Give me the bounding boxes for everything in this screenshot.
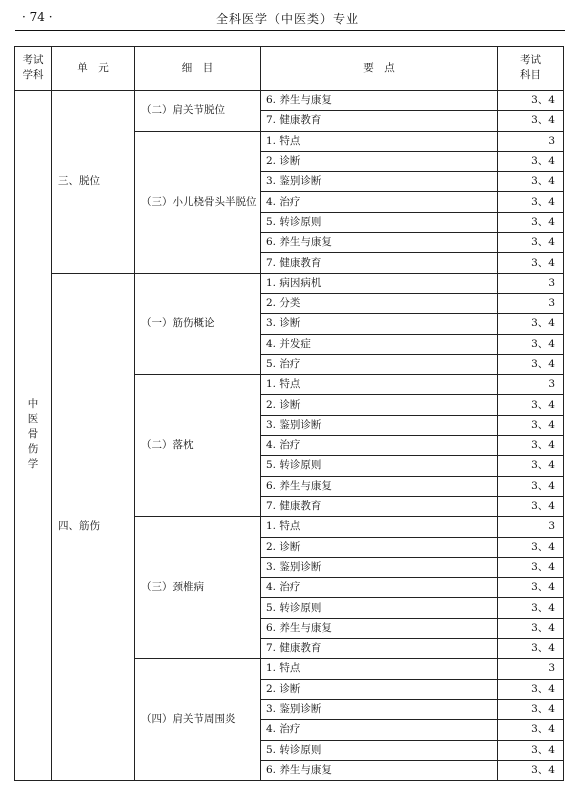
level-cell: 3 xyxy=(498,375,564,395)
point-cell: 2. 诊断 xyxy=(261,151,498,171)
level-cell: 3、4 xyxy=(498,233,564,253)
table-header-row xyxy=(15,47,564,91)
header-rule xyxy=(15,30,565,31)
point-cell: 5. 转诊原则 xyxy=(261,212,498,232)
point-cell: 7. 健康教育 xyxy=(261,253,498,273)
point-cell: 4. 治疗 xyxy=(261,720,498,740)
level-cell: 3、4 xyxy=(498,212,564,232)
level-cell: 3、4 xyxy=(498,253,564,273)
level-cell: 3、4 xyxy=(498,91,564,111)
point-cell: 2. 分类 xyxy=(261,293,498,313)
level-cell: 3、4 xyxy=(498,415,564,435)
level-cell: 3、4 xyxy=(498,314,564,334)
point-cell: 1. 病因病机 xyxy=(261,273,498,293)
page-number: · 74 · xyxy=(22,10,53,24)
point-cell: 6. 养生与康复 xyxy=(261,760,498,780)
point-cell: 6. 养生与康复 xyxy=(261,618,498,638)
subject-cell: 中医骨伤学 xyxy=(15,91,52,781)
level-cell: 3、4 xyxy=(498,354,564,374)
level-cell: 3 xyxy=(498,293,564,313)
level-cell: 3、4 xyxy=(498,537,564,557)
level-cell: 3、4 xyxy=(498,679,564,699)
level-cell: 3、4 xyxy=(498,618,564,638)
point-cell: 5. 转诊原则 xyxy=(261,740,498,760)
level-cell: 3、4 xyxy=(498,639,564,659)
level-cell: 3、4 xyxy=(498,578,564,598)
syllabus-table xyxy=(14,46,564,781)
level-cell: 3、4 xyxy=(498,436,564,456)
level-cell: 3、4 xyxy=(498,699,564,719)
point-cell: 4. 治疗 xyxy=(261,192,498,212)
level-cell: 3、4 xyxy=(498,598,564,618)
point-cell: 2. 诊断 xyxy=(261,395,498,415)
point-cell: 7. 健康教育 xyxy=(261,111,498,131)
level-cell: 3、4 xyxy=(498,476,564,496)
level-cell: 3 xyxy=(498,273,564,293)
point-cell: 2. 诊断 xyxy=(261,537,498,557)
page-header xyxy=(0,0,575,30)
level-cell: 3、4 xyxy=(498,760,564,780)
point-cell: 4. 治疗 xyxy=(261,578,498,598)
level-cell: 3、4 xyxy=(498,151,564,171)
col-header-detail: 细 目 xyxy=(135,47,261,91)
col-header-unit: 单 元 xyxy=(52,47,135,91)
unit-cell: 三、脱位 xyxy=(52,91,135,274)
point-cell: 5. 转诊原则 xyxy=(261,456,498,476)
level-cell: 3 xyxy=(498,517,564,537)
level-cell: 3、4 xyxy=(498,740,564,760)
point-cell: 7. 健康教育 xyxy=(261,496,498,516)
point-cell: 3. 诊断 xyxy=(261,314,498,334)
point-cell: 1. 特点 xyxy=(261,375,498,395)
point-cell: 5. 治疗 xyxy=(261,354,498,374)
level-cell: 3 xyxy=(498,659,564,679)
point-cell: 1. 特点 xyxy=(261,659,498,679)
level-cell: 3、4 xyxy=(498,395,564,415)
col-header-points: 要 点 xyxy=(261,47,498,91)
detail-cell: （二）肩关节脱位 xyxy=(135,91,261,132)
level-cell: 3、4 xyxy=(498,172,564,192)
point-cell: 7. 健康教育 xyxy=(261,639,498,659)
col-header-level: 考试科目 xyxy=(498,47,564,91)
point-cell: 6. 养生与康复 xyxy=(261,233,498,253)
level-cell: 3、4 xyxy=(498,192,564,212)
point-cell: 4. 并发症 xyxy=(261,334,498,354)
point-cell: 2. 诊断 xyxy=(261,679,498,699)
detail-cell: （三）颈椎病 xyxy=(135,517,261,659)
point-cell: 1. 特点 xyxy=(261,517,498,537)
point-cell: 6. 养生与康复 xyxy=(261,476,498,496)
table-row xyxy=(15,273,564,293)
level-cell: 3 xyxy=(498,131,564,151)
point-cell: 5. 转诊原则 xyxy=(261,598,498,618)
level-cell: 3、4 xyxy=(498,111,564,131)
point-cell: 3. 鉴别诊断 xyxy=(261,699,498,719)
level-cell: 3、4 xyxy=(498,557,564,577)
point-cell: 3. 鉴别诊断 xyxy=(261,415,498,435)
point-cell: 4. 治疗 xyxy=(261,436,498,456)
detail-cell: （三）小儿桡骨头半脱位 xyxy=(135,131,261,273)
header-title: 全科医学（中医类）专业 xyxy=(215,12,359,26)
level-cell: 3、4 xyxy=(498,456,564,476)
point-cell: 3. 鉴别诊断 xyxy=(261,172,498,192)
unit-cell: 四、筋伤 xyxy=(52,273,135,780)
table-row xyxy=(15,91,564,111)
level-cell: 3、4 xyxy=(498,334,564,354)
level-cell: 3、4 xyxy=(498,720,564,740)
detail-cell: （一）筋伤概论 xyxy=(135,273,261,374)
point-cell: 1. 特点 xyxy=(261,131,498,151)
point-cell: 3. 鉴别诊断 xyxy=(261,557,498,577)
detail-cell: （二）落枕 xyxy=(135,375,261,517)
col-header-subject: 考试学科 xyxy=(15,47,52,91)
detail-cell: （四）肩关节周围炎 xyxy=(135,659,261,781)
point-cell: 6. 养生与康复 xyxy=(261,91,498,111)
level-cell: 3、4 xyxy=(498,496,564,516)
